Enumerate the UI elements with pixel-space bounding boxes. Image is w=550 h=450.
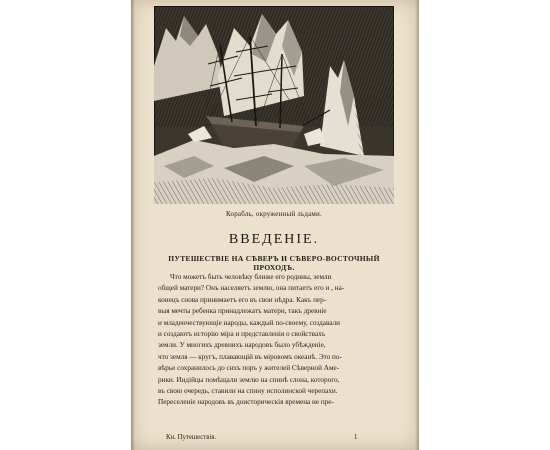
ship-in-ice-engraving (154, 6, 394, 204)
illustration-caption: Корабль, окруженный льдами. (226, 210, 322, 218)
page-edge-shadow (415, 0, 419, 450)
chapter-title: ВВЕДЕНIЕ. (228, 232, 320, 247)
body-line: земли. У многихъ древнихъ народовъ было убѣжденіе, (158, 341, 326, 350)
body-line: рики. Индійцы помѣщали землю на спинѣ слона, которого, (158, 375, 340, 384)
body-line: конецъ снова принимаетъ его въ свои нѣдра. Какъ пер- (158, 295, 327, 304)
page-fold-shadow (131, 0, 135, 450)
chapter-subtitle: ПУТЕШЕСТВIЕ НА СѢВЕРЪ И СѢВЕРО-ВОСТОЧНЫЙ ПРОХОДЪ. (168, 254, 380, 272)
body-line: что земля — кругъ, плавающій въ міровомъ океанѣ. Это по- (158, 352, 342, 361)
body-line: въ свою очередь, ставили на спину исполинской черепахи. (158, 387, 338, 396)
body-line: Переселеніе народовъ въ доисторическія времена не пре- (158, 398, 334, 407)
body-line: вѣрье сохранилось до сихъ поръ у жителей Сѣверной Аме- (158, 364, 340, 373)
body-line: Что можетъ быть человѣку ближе его родины, земли (170, 273, 332, 281)
body-line: выя мечты ребенка принадлежатъ матери, такъ древніе (158, 307, 327, 316)
body-paragraph (158, 272, 386, 409)
page-number: 1 (354, 434, 358, 441)
footer-signature: Кн. Путешествія. (166, 434, 217, 441)
body-line: и создаютъ исторію міра и представленія о свойствахъ (158, 330, 326, 339)
body-line: общей матери? Онъ населяетъ землю, она питаетъ его и , на- (158, 284, 345, 293)
body-line: и младенчествующіе народы, каждый по-своему, создавали (158, 318, 340, 327)
